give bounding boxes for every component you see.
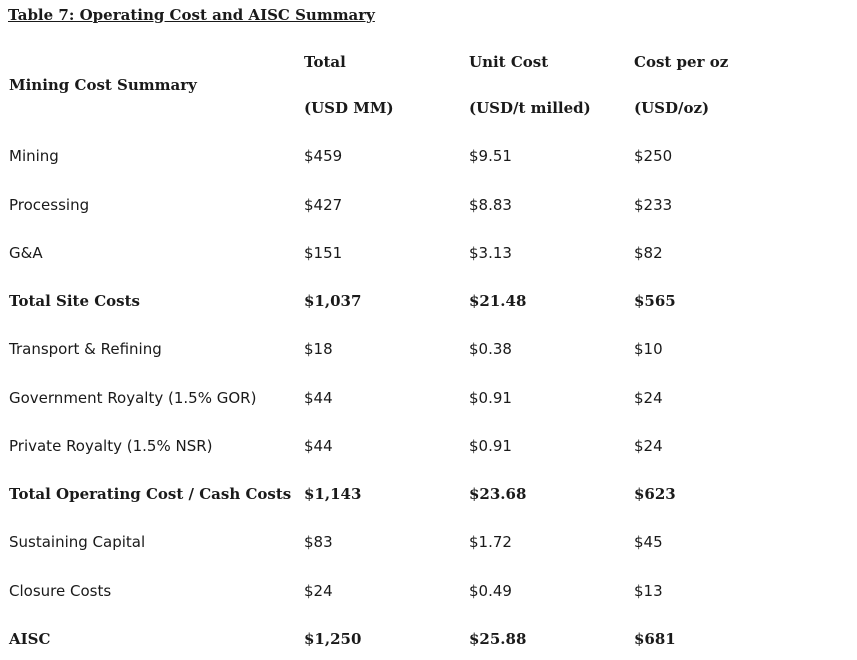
header-row-label: Mining Cost Summary [9,76,197,94]
table-row [0,244,857,264]
table-row [0,340,857,360]
table-row [0,630,857,650]
table-row [0,533,857,553]
row-label: Private Royalty (1.5% NSR) [9,437,213,455]
row-label: Total Site Costs [9,292,141,310]
table-row [0,389,857,409]
header-peroz-line1: Cost per oz [634,53,729,71]
row-total: $151 [304,244,343,262]
table-row [0,292,857,312]
header-unit-line1: Unit Cost [469,53,549,71]
row-unit-cost: $25.88 [469,630,527,648]
row-total: $459 [304,147,343,165]
row-unit-cost: $0.91 [469,437,512,455]
row-unit-cost: $3.13 [469,244,512,262]
row-unit-cost: $0.38 [469,340,512,358]
table-row [0,582,857,602]
table-row [0,437,857,457]
row-cost-per-oz: $45 [634,533,663,551]
row-cost-per-oz: $82 [634,244,663,262]
row-label: Sustaining Capital [9,533,146,551]
row-unit-cost: $8.83 [469,196,512,214]
row-total: $1,037 [304,292,362,310]
row-total: $1,250 [304,630,362,648]
row-label: AISC [9,630,51,648]
row-total: $83 [304,533,333,551]
row-cost-per-oz: $233 [634,196,673,214]
table-title: Table 7: Operating Cost and AISC Summary [8,6,375,24]
header-total-line1: Total [304,53,346,71]
row-label: Total Operating Cost / Cash Costs [9,485,292,503]
header-unit-line2: (USD/t milled) [469,99,591,117]
table-row [0,485,857,505]
row-label: Processing [9,196,90,214]
row-total: $1,143 [304,485,362,503]
row-total: $18 [304,340,333,358]
row-total: $44 [304,389,333,407]
row-cost-per-oz: $13 [634,582,663,600]
header-total-line2: (USD MM) [304,99,394,117]
row-label: Mining [9,147,59,165]
row-unit-cost: $0.91 [469,389,512,407]
row-label: G&A [9,244,43,262]
row-total: $24 [304,582,333,600]
row-unit-cost: $21.48 [469,292,527,310]
row-total: $427 [304,196,343,214]
row-unit-cost: $9.51 [469,147,512,165]
row-label: Government Royalty (1.5% GOR) [9,389,257,407]
row-total: $44 [304,437,333,455]
row-unit-cost: $0.49 [469,582,512,600]
row-unit-cost: $23.68 [469,485,527,503]
row-label: Closure Costs [9,582,112,600]
row-cost-per-oz: $681 [634,630,676,648]
row-cost-per-oz: $10 [634,340,663,358]
row-cost-per-oz: $250 [634,147,673,165]
row-cost-per-oz: $565 [634,292,676,310]
table-row [0,147,857,167]
row-unit-cost: $1.72 [469,533,512,551]
table-row [0,196,857,216]
row-cost-per-oz: $24 [634,389,663,407]
row-label: Transport & Refining [9,340,162,358]
header-peroz-line2: (USD/oz) [634,99,710,117]
row-cost-per-oz: $24 [634,437,663,455]
row-cost-per-oz: $623 [634,485,676,503]
